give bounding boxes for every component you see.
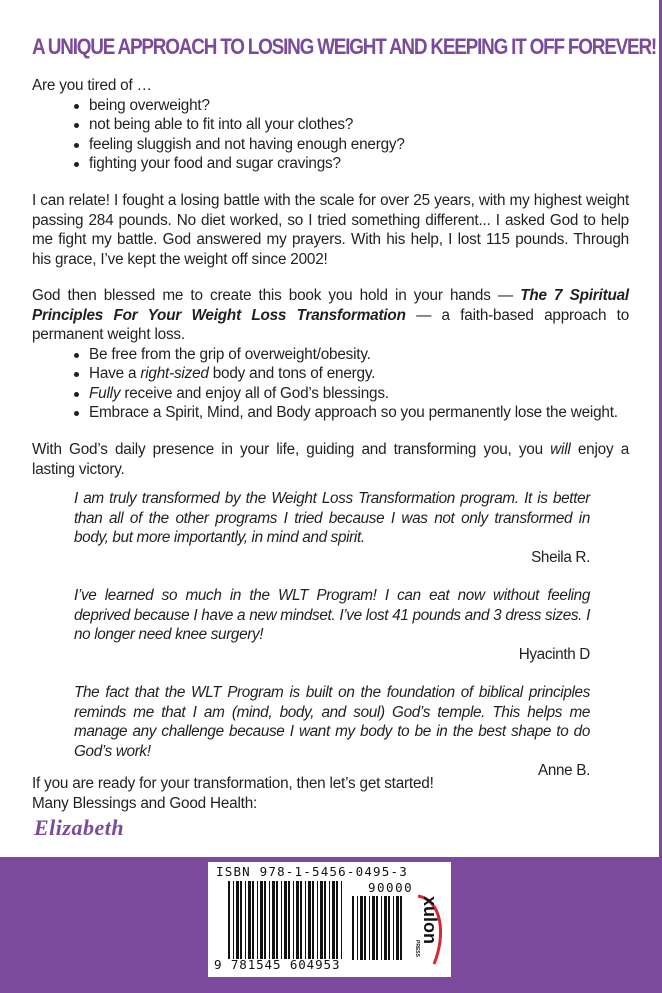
closing-greeting: Many Blessings and Good Health: bbox=[32, 794, 258, 812]
benefit-bullet: Fully receive and enjoy all of God’s blessings. bbox=[74, 384, 629, 404]
testimonial-author: Hyacinth D bbox=[518, 645, 590, 663]
victory-paragraph: With God’s daily presence in your life, guiding and transforming you, you will enjoy a lasting victory. bbox=[32, 441, 629, 478]
book-text-after: — a faith-based approach to permanent weight loss. bbox=[32, 306, 629, 343]
testimonial-text: The fact that the WLT Program is built on the foundation of biblical principles reminds me that I am (mind, body, and soul) God’s temple. This helps me manage any challenge because I want my body to be in the best shape to do God’s work! bbox=[74, 684, 590, 760]
isbn-label: ISBN 978-1-5456-0495-3 bbox=[216, 864, 408, 879]
addon-barcode bbox=[352, 896, 408, 960]
story-section bbox=[32, 191, 629, 269]
svg-text:PRESS: PRESS bbox=[414, 940, 420, 957]
intro-bullet: not being able to fit into all your clothes? bbox=[74, 115, 629, 135]
intro-lead: Are you tired of … bbox=[32, 77, 152, 94]
intro-section bbox=[32, 76, 629, 174]
closing-line: If you are ready for your transformation, then let’s get started! bbox=[32, 775, 434, 792]
testimonial-text: I am truly transformed by the Weight Loss Transformation program. It is better than all of the other programs I tried because I was not only transformed in body, but more importantly, in mind and spirit. bbox=[74, 490, 590, 546]
svg-text:xulon: xulon bbox=[420, 896, 440, 944]
testimonial bbox=[74, 489, 590, 567]
story-paragraph: I can relate! I fought a losing battle with the scale for over 25 years, with my highest weight passing 284 pounds. No diet worked, so I tried something different... I asked God to help me fight my battle. God answered my prayers. With his help, I lost 115 pounds. Through his grace, I’ve kept the weight off since 2002! bbox=[32, 192, 629, 268]
price-code: 90000 bbox=[368, 880, 414, 895]
book-paragraph bbox=[32, 286, 629, 345]
benefit-bullet: Be free from the grip of overweight/obesity. bbox=[74, 345, 629, 365]
barcode-panel bbox=[208, 862, 451, 977]
testimonial bbox=[74, 586, 590, 664]
benefit-bullet: Embrace a Spirit, Mind, and Body approach so you permanently lose the weight. bbox=[74, 403, 629, 423]
intro-bullet: being overweight? bbox=[74, 96, 629, 116]
testimonial bbox=[74, 683, 590, 781]
xulon-press-logo-icon bbox=[412, 890, 444, 970]
author-signature: Elizabeth bbox=[34, 815, 125, 840]
intro-bullet-list bbox=[32, 96, 629, 174]
ean-digits: 9 781545 604953 bbox=[214, 957, 341, 972]
victory-section bbox=[32, 440, 629, 479]
ean-barcode bbox=[228, 881, 346, 959]
benefits-list bbox=[32, 345, 629, 423]
intro-bullet: fighting your food and sugar cravings? bbox=[74, 154, 629, 174]
testimonial-author: Sheila R. bbox=[531, 548, 590, 566]
page-headline: A UNIQUE APPROACH TO LOSING WEIGHT AND KEEPING IT OFF FOREVER! bbox=[32, 34, 657, 59]
closing-section bbox=[32, 774, 629, 813]
testimonial-author: Anne B. bbox=[538, 762, 590, 779]
testimonial-text: I’ve learned so much in the WLT Program! I can eat now without feeling deprived because I have a new mindset. I’ve lost 41 pounds and 3 dress sizes. I no longer need knee surgery! bbox=[74, 587, 590, 643]
book-text-before: God then blessed me to create this book you hold in your hands — bbox=[32, 287, 521, 304]
book-section bbox=[32, 286, 629, 423]
benefit-bullet: Have a right-sized body and tons of energy. bbox=[74, 364, 629, 384]
intro-bullet: feeling sluggish and not having enough energy? bbox=[74, 135, 629, 155]
book-title: The 7 Spiritual Principles For Your Weight Loss Transformation bbox=[32, 287, 629, 324]
